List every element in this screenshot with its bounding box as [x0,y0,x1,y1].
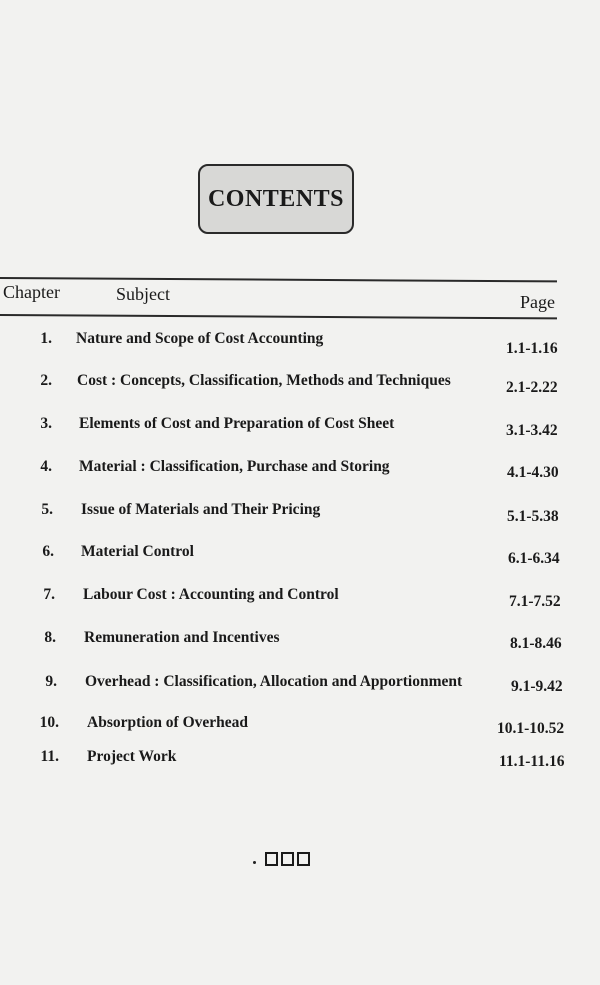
chapter-pages: 3.1-3.42 [506,422,558,439]
chapter-pages: 2.1-2.22 [506,379,558,396]
header-top-rule [0,277,557,282]
page-column-header: Page [520,292,555,312]
subject-column-header: Subject [116,284,170,304]
chapter-number: 4. [40,458,52,475]
chapter-column-header: Chapter [3,282,60,302]
chapter-row [0,629,600,653]
chapter-pages: 5.1-5.38 [507,508,559,525]
chapter-subject: Remuneration and Incentives [84,629,280,646]
chapter-pages: 7.1-7.52 [509,593,561,610]
end-square-icon [297,852,310,866]
chapter-number: 3. [40,415,52,432]
end-square-icon [281,852,294,866]
chapter-number: 8. [44,629,56,646]
chapter-row [0,543,600,567]
chapter-subject: Absorption of Overhead [87,714,249,731]
chapter-subject: Elements of Cost and Preparation of Cost Sheet [79,415,395,432]
chapter-subject: Issue of Materials and Their Pricing [81,501,321,518]
chapter-pages: 11.1-11.16 [499,753,565,770]
chapter-pages: 6.1-6.34 [508,550,560,567]
chapter-number: 9. [45,673,57,690]
chapter-subject: Material Control [81,543,194,560]
chapter-subject: Material : Classification, Purchase and Storing [79,458,390,475]
chapter-subject: Labour Cost : Accounting and Control [83,586,339,603]
contents-title-box [198,164,354,234]
chapter-pages: 10.1-10.52 [497,720,565,737]
chapter-row [0,748,600,772]
page-title: CONTENTS [207,185,345,212]
chapter-number: 5. [41,501,53,518]
end-square-icon [265,852,278,866]
chapter-subject: Project Work [87,748,177,765]
chapter-subject: Overhead : Classification, Allocation and Apportionment [85,673,463,690]
end-of-contents-mark [253,852,310,866]
chapter-subject: Nature and Scope of Cost Accounting [76,330,324,347]
chapter-row [0,586,600,610]
chapter-pages: 8.1-8.46 [510,635,562,652]
chapter-number: 11. [40,748,59,765]
chapter-row [0,673,600,697]
chapter-row [0,330,600,357]
chapter-number: 2. [40,372,52,389]
chapter-row [0,714,600,738]
chapter-pages: 1.1-1.16 [506,340,558,357]
end-dot-icon [253,861,256,864]
chapter-pages: 9.1-9.42 [511,678,563,695]
chapter-subject: Cost : Concepts, Classification, Methods and Techniques [77,372,451,389]
header-bottom-rule [0,314,557,319]
chapter-row [0,372,600,396]
chapter-number: 7. [43,586,55,603]
chapter-number: 10. [39,714,59,731]
chapter-row [0,501,600,525]
chapter-row [0,458,600,482]
chapter-number: 6. [42,543,54,560]
chapter-number: 1. [40,330,52,347]
chapter-row [0,415,600,439]
chapter-pages: 4.1-4.30 [507,464,559,481]
